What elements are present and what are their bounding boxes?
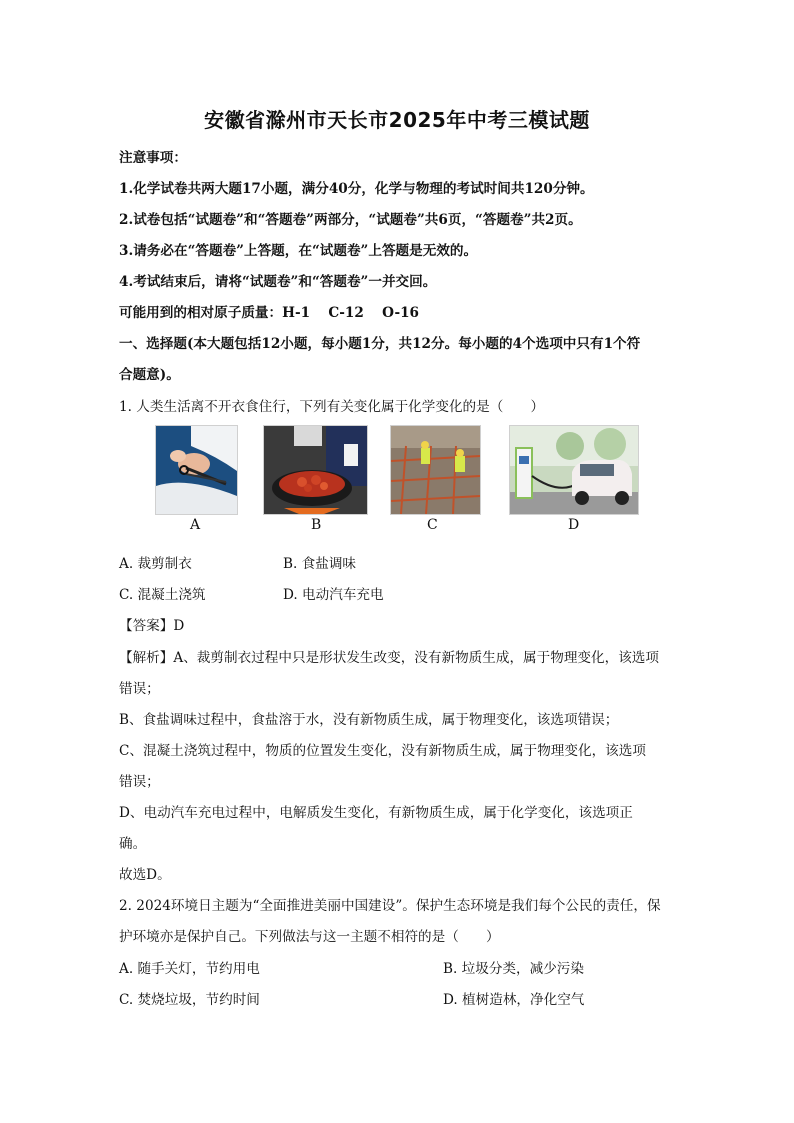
q1-analysis-line: 【解析】A、裁剪制衣过程中只是形状发生改变，没有新物质生成，属于物理变化，该选项 [119,650,659,666]
section-heading-cont: 合题意)。 [119,367,180,383]
image-tailoring [155,425,238,515]
section-heading: 一、选择题(本大题包括12小题，每小题1分，共12分。每小题的4个选项中只有1个符 [119,336,641,352]
image-concrete [390,425,481,515]
image-label-b: B [311,517,322,533]
q1-analysis-line: 错误； [119,774,160,790]
concrete-illustration [391,426,480,514]
q2-option-c: C. 焚烧垃圾，节约时间 [119,992,260,1008]
q1-answer: 【答案】D [119,618,185,634]
image-label-c: C [427,517,438,533]
notice-item: 4.考试结束后，请将“试题卷”和“答题卷”一并交回。 [119,274,437,290]
notice-item: 1.化学试卷共两大题17小题，满分40分，化学与物理的考试时间共120分钟。 [119,181,594,197]
q2-option-a: A. 随手关灯，节约用电 [119,961,260,977]
q1-analysis-line: B、食盐调味过程中，食盐溶于水，没有新物质生成，属于物理变化，该选项错误； [119,712,619,728]
image-cooking [263,425,368,515]
q1-option-d: D. 电动汽车充电 [283,587,384,603]
q1-analysis-line: 错误； [119,681,160,697]
question-2-stem: 2. 2024环境日主题为“全面推进美丽中国建设”。保护生态环境是我们每个公民的责任，保 [119,898,661,914]
cooking-illustration [264,426,367,514]
image-label-d: D [568,517,580,533]
q1-option-c: C. 混凝土浇筑 [119,587,206,603]
q1-analysis-line: D、电动汽车充电过程中，电解质发生变化，有新物质生成，属于化学变化，该选项正 [119,805,633,821]
question-2-stem-cont: 护环境亦是保护自己。下列做法与这一主题不相符的是（ ） [119,929,500,945]
notice-item: 3.请务必在“答题卷”上答题，在“试题卷”上答题是无效的。 [119,243,478,259]
tailoring-illustration [156,426,237,514]
q2-option-d: D. 植树造林，净化空气 [443,992,585,1008]
ev-charging-illustration [510,426,638,514]
image-label-a: A [190,517,201,533]
q1-analysis-line: C、混凝土浇筑过程中，物质的位置发生变化，没有新物质生成，属于物理变化，该选项 [119,743,646,759]
q1-option-b: B. 食盐调味 [283,556,357,572]
notice-header: 注意事项： [119,150,187,166]
q1-conclusion: 故选D。 [119,867,171,883]
q1-analysis-line: 确。 [119,836,147,852]
image-ev-charging [509,425,639,515]
q1-option-a: A. 裁剪制衣 [119,556,192,572]
atomic-mass-note: 可能用到的相对原子质量：H-1 C-12 O-16 [119,305,419,321]
question-1-stem: 1. 人类生活离不开衣食住行，下列有关变化属于化学变化的是（ ） [119,399,545,415]
q2-option-b: B. 垃圾分类，减少污染 [443,961,584,977]
notice-item: 2.试卷包括“试题卷”和“答题卷”两部分，“试题卷”共6页，“答题卷”共2页。 [119,212,582,228]
page-title: 安徽省滁州市天长市2025年中考三模试题 [204,108,590,132]
